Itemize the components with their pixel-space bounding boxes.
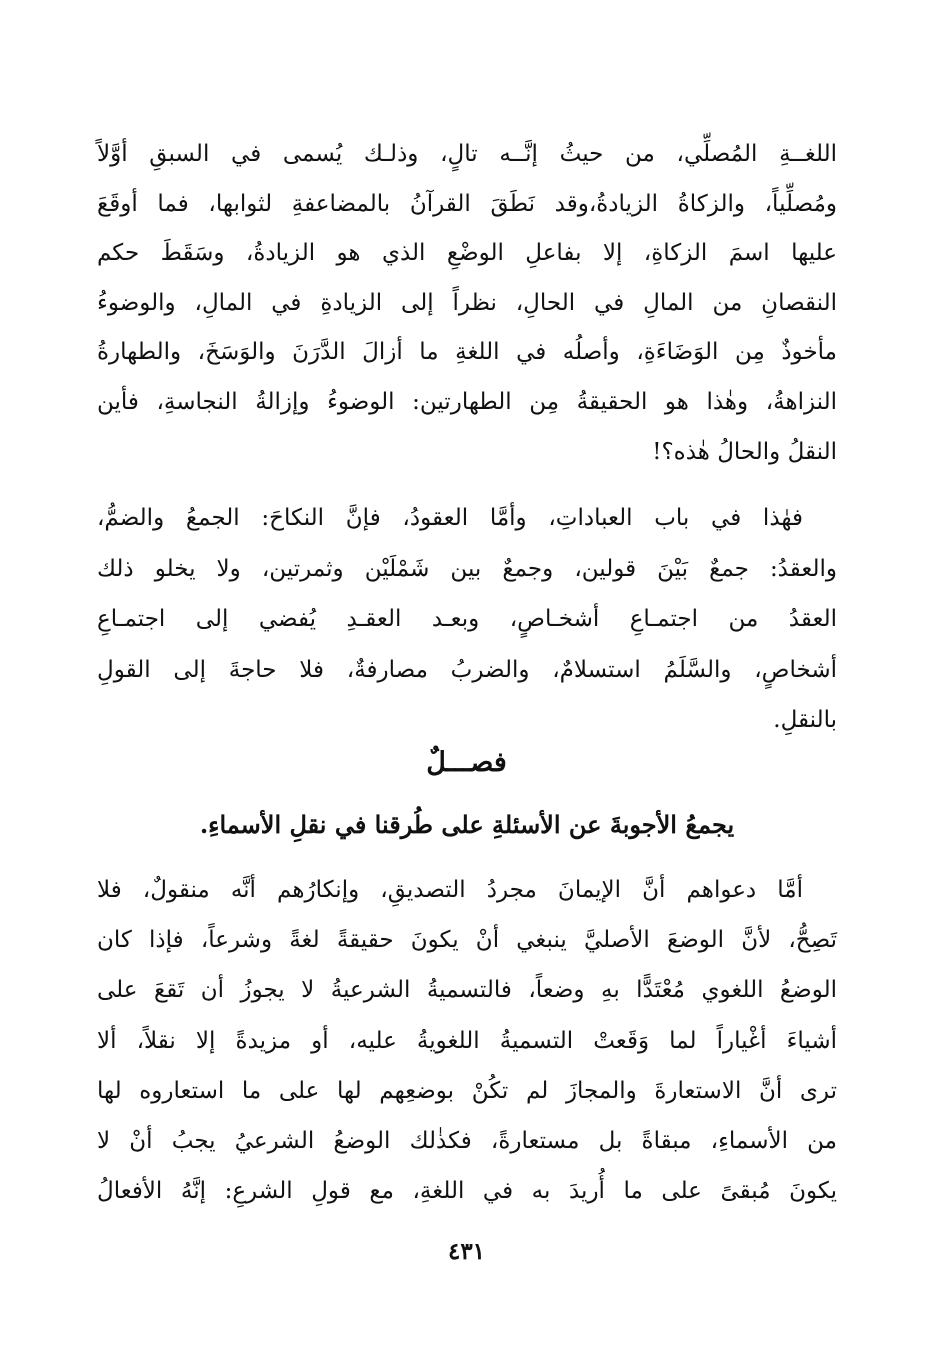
text-line: الوضعُ اللغوي مُعْتَدًّا بهِ وضعاً، فالتسميةُ الشرعيةُ لا يجوزُ أن تَقعَ على <box>97 977 837 1004</box>
paragraph-3 <box>97 865 837 1216</box>
paragraph-2 <box>97 493 837 746</box>
page-number: ٤٣١ <box>447 1238 486 1265</box>
text-line: النقصانِ من المالِ في الحالِ، نظراً إلى الزيادةِ في المالِ، والوضوءُ <box>97 289 837 316</box>
text-line: النزاهةُ، وهٰذا هو الحقيقةُ مِن الطهارتين: الوضوءُ وإزالةُ النجاسةِ، فأين <box>97 388 837 415</box>
text-line: اللغــةِ المُصلِّي، من حيثُ إنَّــه تالٍ، وذلـك يُسمى في السبقِ أوَّلاً <box>97 141 837 167</box>
text-line: أشياءَ أغْياراً لما وَقَعتْ التسميةُ اللغويةُ عليه، أو مزيدةً إلا نقلاً، ألا <box>97 1027 837 1054</box>
text-line: أمَّا دعواهم أنَّ الإيمانَ مجردُ التصديقِ، وإنكارُهم أنَّه منقولٌ، فلا <box>97 877 803 903</box>
section-heading: فصـــلٌ <box>426 747 507 778</box>
section-subtitle: يجمعُ الأجوبةَ عن الأسئلةِ على طُرقنا في نقلِ الأسماءِ. <box>199 810 735 839</box>
text-line: عليها اسمَ الزكاةِ، إلا بفاعلِ الوضْعِ الذي هو الزيادةُ، وسَقَطَ حكم <box>97 240 837 267</box>
text-line: العقدُ من اجتمـاعِ أشخـاصٍ، وبعـد العقـدِ يُفضي إلى اجتمـاعِ <box>97 606 837 632</box>
text-line: فهٰذا في باب العباداتِ، وأمَّا العقودُ، فإنَّ النكاحَ: الجمعُ والضمُّ، <box>97 505 803 531</box>
text-line: بالنقلِ. <box>773 707 837 733</box>
text-line: مأخوذٌ مِن الوَضَاءَةِ، وأصلُه في اللغةِ ما أزالَ الدَّرَنَ والوَسَخَ، والطهارةُ <box>97 339 837 366</box>
text-line: تَصِحُّ، لأنَّ الوضعَ الأصليَّ ينبغي أنْ يكونَ حقيقةً لغةً وشرعاً، فإذا كان <box>97 927 837 954</box>
text-line: ومُصلِّياً، والزكاةُ الزيادةُ،وقد نَطَقَ القرآنُ بالمضاعفةِ لثوابها، فما أوقَعَ <box>97 190 837 217</box>
text-line: والعقدُ: جمعٌ بَيْنَ قولين، وجمعٌ بين شَمْلَيْن وثمرتين، ولا يخلو ذلك <box>97 555 837 582</box>
text-line: ترى أنَّ الاستعارةَ والمجازَ لم تكُنْ بوضعِهم لها على ما استعاروه لها <box>97 1077 837 1104</box>
text-line: النقلُ والحالُ هٰذه؟! <box>652 438 837 465</box>
text-line: يكونَ مُبقىً على ما أُريدَ به في اللغةِ، مع قولِ الشرعِ: إنَّهُ الأفعالُ <box>97 1178 837 1205</box>
paragraph-1 <box>97 130 837 477</box>
text-line: أشخاصٍ، والسَّلَمُ استسلامٌ، والضربُ مصارفةٌ، فلا حاجةَ إلى القولِ <box>97 656 837 683</box>
text-line: من الأسماءِ، مبقاةً بل مستعارةً، فكذٰلك الوضعُ الشرعيُ يجبُ أنْ لا <box>97 1128 837 1155</box>
